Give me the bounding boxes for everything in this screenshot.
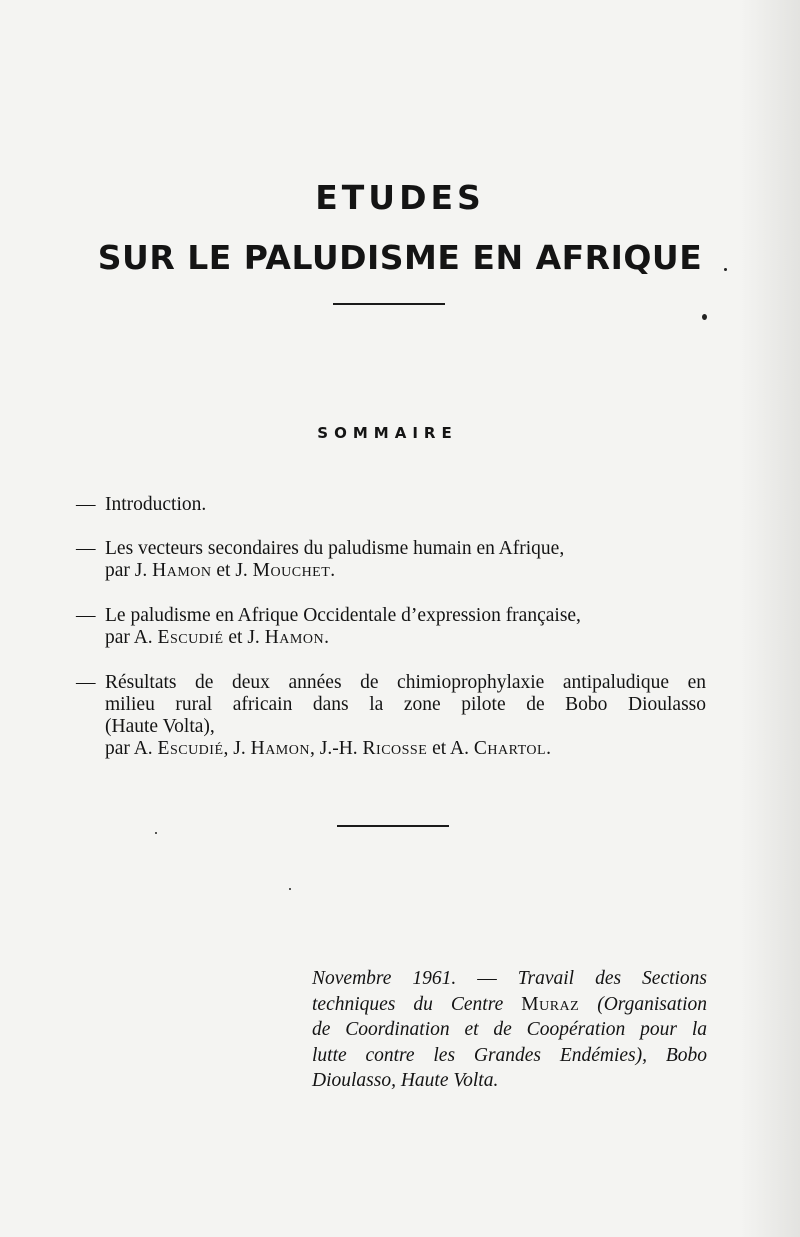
note-line-1: Novembre 1961. — Travail des Sections bbox=[312, 968, 708, 989]
print-speck bbox=[289, 888, 291, 890]
entry-authors: par A. Escudié et J. Hamon. bbox=[105, 627, 329, 648]
entry-title-line-3: (Haute Volta), bbox=[105, 716, 215, 737]
note-line-2: techniques du Centre Muraz (Organisation bbox=[312, 993, 707, 1015]
entry-title: Le paludisme en Afrique Occidentale d’expression française, bbox=[105, 605, 581, 626]
toc-entry-paludisme-aof bbox=[76, 605, 706, 649]
print-speck bbox=[155, 832, 157, 834]
title-divider bbox=[333, 303, 445, 305]
title-line-2: SUR LE PALUDISME EN AFRIQUE bbox=[97, 238, 703, 277]
entry-dash: — bbox=[76, 494, 96, 515]
toc-entry-vecteurs bbox=[76, 538, 706, 582]
note-line-5: Dioulasso, Haute Volta. bbox=[312, 1070, 499, 1091]
entry-dash: — bbox=[76, 605, 96, 626]
entry-title-line-1: Résultats de deux années de chimioprophylaxie antipaludique en bbox=[105, 672, 706, 693]
entry-authors: par J. Hamon et J. Mouchet. bbox=[105, 560, 336, 581]
toc-entry-introduction bbox=[76, 494, 706, 516]
entry-authors: par A. Escudié, J. Hamon, J.-H. Ricosse et A. Chartol. bbox=[105, 738, 551, 759]
note-line-3: de Coordination et de Coopération pour la bbox=[312, 1019, 707, 1040]
publication-note bbox=[312, 966, 707, 1094]
entry-title: Introduction. bbox=[105, 494, 207, 515]
summary-divider bbox=[337, 825, 449, 827]
note-line-4: lutte contre les Grandes Endémies), Bobo bbox=[312, 1044, 707, 1066]
sommaire-heading: SOMMAIRE bbox=[317, 424, 458, 442]
entry-title-line-2: milieu rural africain dans la zone pilote de Bobo Dioulasso bbox=[105, 694, 706, 715]
print-speck bbox=[724, 268, 727, 271]
entry-dash: — bbox=[76, 538, 96, 559]
title-line-1: ETUDES bbox=[315, 178, 485, 217]
entry-title: Les vecteurs secondaires du paludisme humain en Afrique, bbox=[105, 538, 565, 559]
print-speck bbox=[702, 314, 707, 320]
entry-dash: — bbox=[76, 672, 96, 693]
toc-entry-chimioprophylaxie bbox=[76, 672, 706, 760]
